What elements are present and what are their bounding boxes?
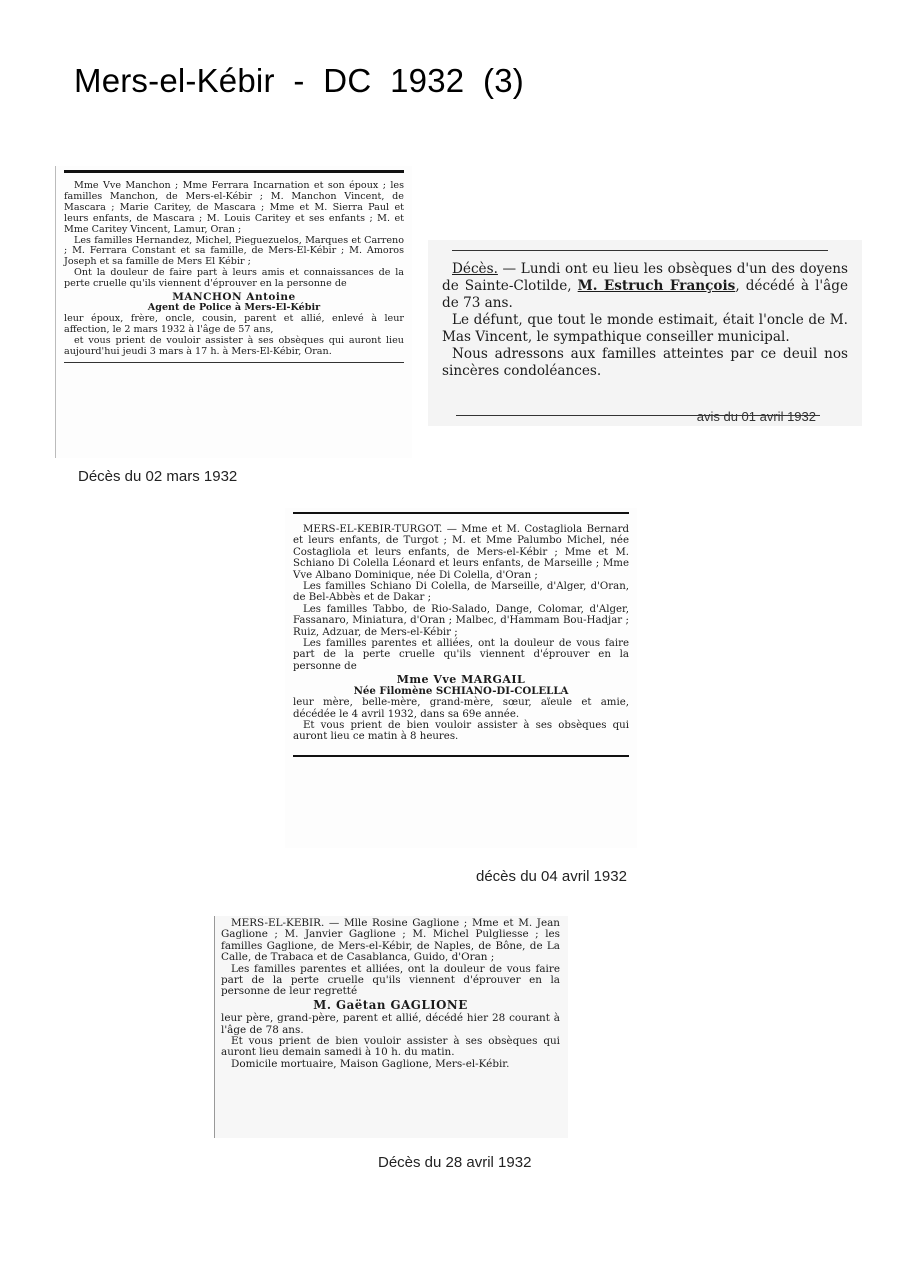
top-rule — [452, 250, 828, 251]
top-rule — [293, 512, 629, 514]
clipping-caption: Décès du 28 avril 1932 — [378, 1154, 532, 1171]
page-title: Mers-el-Kébir - DC 1932 (3) — [74, 62, 524, 99]
tribute-text: Le défunt, que tout le monde estimait, était l'oncle de M. Mas Vincent, le sympathique conseiller municipal. — [442, 312, 848, 345]
relation-text: leur époux, frère, oncle, cousin, parent et allié, enlevé à leur affection, le 2 mars 1932 à l'âge de 57 ans, — [64, 312, 404, 335]
clipping-body — [221, 918, 560, 1070]
clipping-body — [293, 524, 629, 743]
deceased-name: Mme Vve MARGAIL — [396, 673, 526, 687]
announcement-text: Les familles parentes et alliées, ont la douleur de vous faire part de la perte cruelle qu'ils viennent d'éprouver en la personne de leur regretté — [221, 962, 560, 998]
death-notice-text — [442, 261, 848, 312]
bottom-rule — [64, 362, 404, 363]
family-list: MERS-EL-KEBIR. — Mlle Rosine Gaglione ; Mme et M. Jean Gaglione ; M. Janvier Gaglione ; M. Michel Pulgliesse ; les familles Gaglione, de Mers-el-Kébir, de Naples, de Bône, de La Calle, de Trabaca et de Casablanca, Guido, d'Oran ; — [221, 917, 560, 964]
obituary-clipping-estruch — [428, 240, 862, 426]
relation-text: leur mère, belle-mère, grand-mère, sœur, aïeule et amie, décédée le 4 avril 1932, dans sa 69e année. — [293, 697, 629, 720]
obituary-clipping-manchon — [55, 166, 412, 458]
family-list: Les familles Tabbo, de Rio-Salado, Dange, Colomar, d'Alger, Fassanaro, Miniatura, d'Oran ; Malbec, d'Hammam Bou-Hadjar ; Ruiz, Adzuar, de Mers-el-Kébir ; — [293, 603, 629, 638]
clipping-caption: Décès du 02 mars 1932 — [78, 468, 238, 485]
family-list: Les familles Schiano Di Colella, de Marseille, d'Alger, d'Oran, de Bel-Abbès et de Dakar ; — [293, 581, 629, 604]
family-list: Mme Vve Manchon ; Mme Ferrara Incarnation et son époux ; les familles Manchon, de Mers-el-Kébir ; M. Manchon Vincent, de Mascara ; Marie Caritey, de Mascara ; Mme et M. Sierra Paul et leurs enfants, de Mascara ; M. Louis Caritey et ses enfants ; M. et Mme Caritey Vincent, Lamur, Oran ; — [64, 180, 404, 235]
deceased-name: MANCHON Antoine — [172, 291, 296, 304]
clipping-body — [442, 261, 848, 380]
family-list: MERS-EL-KEBIR-TURGOT. — Mme et M. Costagliola Bernard et leurs enfants, de Turgot ; M. et Mme Palumbo Michel, née Costagliola et leurs enfants, de Mers-el-Kébir ; Mme et M. Schiano Di Colella Léonard et leurs enfants, de Marseille ; Mme Vve Albano Dominique, née Di Colella, d'Oran ; — [293, 524, 629, 581]
deceased-occupation: Agent de Police à Mers-El-Kébir — [147, 301, 321, 313]
relation-text: leur père, grand-père, parent et allié, décédé hier 28 courant à l'âge de 78 ans. — [221, 1012, 560, 1036]
announcement-text: Les familles parentes et alliées, ont la douleur de vous faire part de la perte cruelle qu'ils viennent d'éprouver en la personne de — [293, 638, 629, 672]
deceased-name: M. Estruch François — [577, 278, 736, 294]
condolence-text: Nous adressons aux familles atteintes par ce deuil nos sincères condoléances. — [442, 346, 848, 379]
funeral-details: Et vous prient de bien vouloir assister à ses obsèques qui auront lieu ce matin à 8 heures. — [293, 719, 629, 743]
obituary-clipping-gaglione — [214, 916, 568, 1138]
clipping-caption: avis du 01 avril 1932 — [696, 409, 816, 424]
announcement-text: Ont la douleur de faire part à leurs amis et connaissances de la perte cruelle qu'ils viennent d'éprouver en la personne de — [64, 267, 404, 290]
obituary-clipping-margail — [285, 508, 637, 848]
clipping-body — [64, 181, 404, 363]
bottom-rule — [293, 755, 629, 757]
funeral-details: Et vous prient de bien vouloir assister à ses obsèques qui auront lieu demain samedi à 10 h. du matin. — [221, 1035, 560, 1059]
deceased-maiden-name: Née Filomène SCHIANO-DI-COLELLA — [353, 684, 569, 697]
notice-text: — Lundi ont eu lieu les obsèques d'un des doyens de Sainte-Clotilde, — [442, 261, 848, 294]
clipping-caption: décès du 04 avril 1932 — [476, 868, 627, 885]
top-rule — [64, 170, 404, 173]
home-address: Domicile mortuaire, Maison Gaglione, Mers-el-Kébir. — [231, 1057, 510, 1070]
deceased-name: M. Gaëtan GAGLIONE — [313, 997, 468, 1012]
family-list: Les familles Hernandez, Michel, Pieguezuelos, Marques et Carreno ; M. Ferrara Constant et sa famille, de Mers-El-Kébir ; M. Amoros Joseph et sa famille de Mers El Kébir ; — [64, 234, 404, 268]
notice-text: , décédé à l'âge de 73 ans. — [442, 278, 849, 311]
notice-heading: Décès. — [452, 261, 498, 277]
funeral-details: et vous prient de vouloir assister à ses obsèques qui auront lieu aujourd'hui jeudi 3 mars à 17 h. à Mers-El-Kébir, Oran. — [64, 334, 404, 357]
